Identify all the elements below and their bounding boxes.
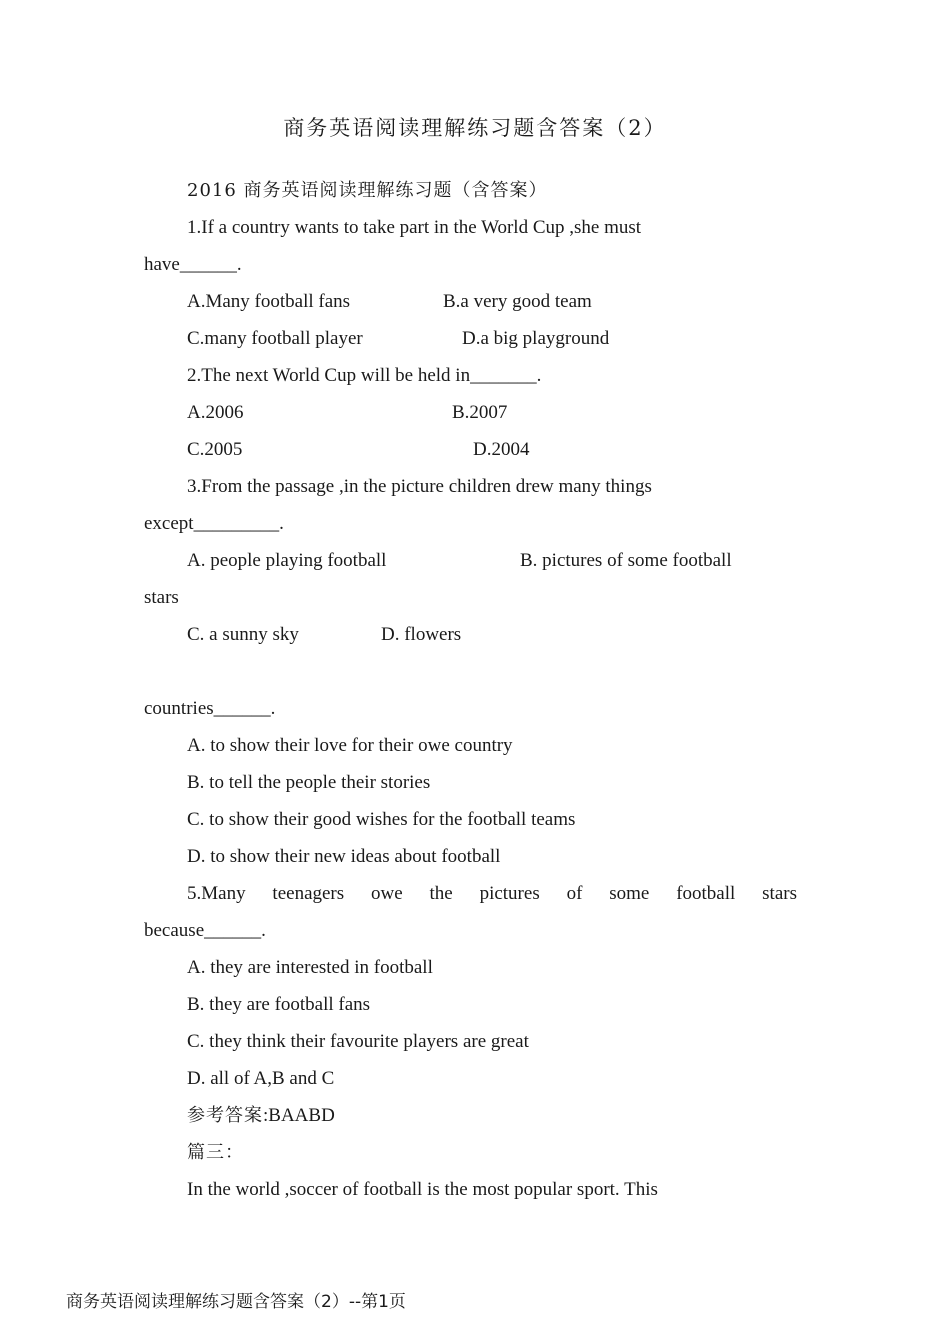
page-title: 商务英语阅读理解练习题含答案（2）: [283, 116, 667, 140]
q5-word: some: [609, 883, 650, 904]
page-footer: 商务英语阅读理解练习题含答案（2）--第1页: [66, 1292, 406, 1312]
answer-label: 参考答案: [187, 1105, 263, 1126]
q5-word: owe: [371, 883, 403, 904]
q1-option-a: A.Many football fans: [187, 291, 351, 312]
q3-stem-line2: except_________.: [144, 513, 284, 534]
passage-first-line: In the world ,soccer of football is the most popular sport. This: [187, 1179, 658, 1200]
q5-word: stars: [762, 883, 797, 904]
q1-stem-line1: 1.If a country wants to take part in the World Cup ,she must: [187, 217, 642, 238]
q5-stem-line1: [187, 882, 797, 906]
q2-stem: 2.The next World Cup will be held in_______.: [187, 365, 542, 386]
q3-stem-line1: 3.From the passage ,in the picture children drew many things: [187, 476, 652, 497]
subtitle: 2016 商务英语阅读理解练习题（含答案）: [187, 180, 548, 201]
q4-option-b: B. to tell the people their stories: [187, 772, 431, 793]
q5-stem-line2: because______.: [144, 920, 266, 941]
q3-option-d: D. flowers: [381, 624, 462, 645]
q4-option-d: D. to show their new ideas about football: [187, 846, 501, 867]
q4-option-a: A. to show their love for their owe country: [187, 735, 513, 756]
q5-option-b: B. they are football fans: [187, 994, 371, 1015]
q3-option-b-cont: stars: [144, 587, 179, 608]
q4-stem-line2: countries______.: [144, 698, 276, 719]
q5-option-d: D. all of A,B and C: [187, 1068, 335, 1089]
q2-option-c: C.2005: [187, 439, 243, 460]
q5-word: teenagers: [272, 883, 345, 904]
q5-word: pictures: [479, 883, 540, 904]
q1-option-b: B.a very good team: [443, 291, 592, 312]
q3-option-b: B. pictures of some football: [520, 550, 732, 571]
q2-option-d: D.2004: [473, 439, 530, 460]
q1-stem-line2: have______.: [144, 254, 242, 275]
q5-word: of: [566, 883, 583, 904]
q3-option-a: A. people playing football: [187, 550, 387, 571]
q4-option-c: C. to show their good wishes for the football teams: [187, 809, 576, 830]
answer-value: :BAABD: [263, 1105, 335, 1126]
q1-option-c: C.many football player: [187, 328, 363, 349]
q5-word: football: [676, 883, 736, 904]
q5-option-c: C. they think their favourite players are great: [187, 1031, 529, 1052]
section-heading: 篇三：: [187, 1142, 244, 1163]
q5-word: the: [429, 883, 453, 904]
q2-option-a: A.2006: [187, 402, 244, 423]
q2-option-b: B.2007: [452, 402, 508, 423]
answer-key: [187, 1104, 335, 1128]
q5-word: 5.Many: [187, 883, 246, 904]
q3-option-c: C. a sunny sky: [187, 624, 299, 645]
q5-option-a: A. they are interested in football: [187, 957, 433, 978]
q1-option-d: D.a big playground: [462, 328, 610, 349]
